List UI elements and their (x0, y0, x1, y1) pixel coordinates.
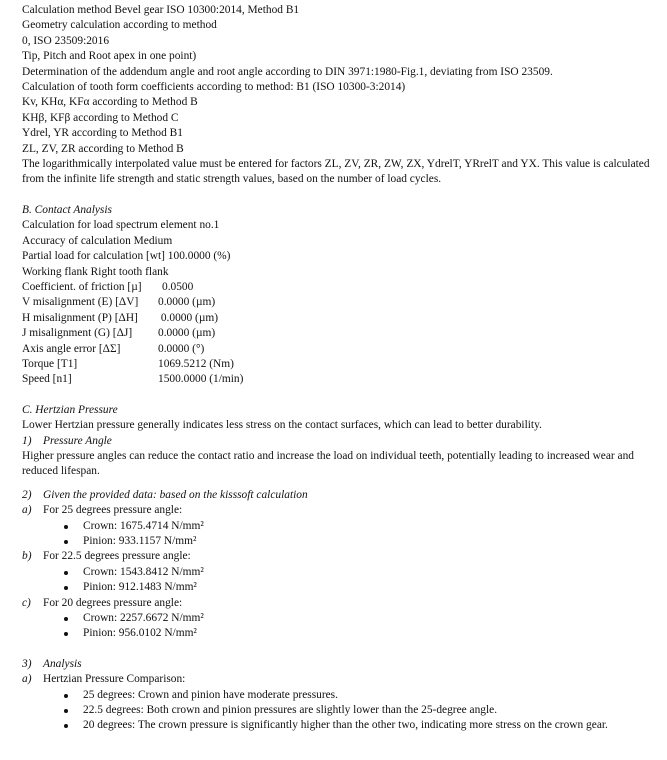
working-flank-line: Working flank Right tooth flank (22, 265, 169, 278)
param-value: 1500.0000 (1/min) (158, 373, 244, 386)
param-row (22, 372, 652, 387)
param-value: 1069.5212 (Nm) (158, 357, 234, 370)
subheading-title: Given the provided data: based on the kisssoft calculation (43, 488, 308, 501)
partial-load-line: Partial load for calculation [wt] 100.0000 (%) (22, 250, 231, 263)
case-list (22, 611, 652, 642)
list-item: 22.5 degrees: Both crown and pinion pressures are slightly lower than the 25-degree angle. (22, 703, 652, 718)
case-title: For 25 degrees pressure angle: (43, 504, 183, 517)
section-b-heading: B. Contact Analysis (22, 203, 112, 216)
section-hertzian-pressure (22, 403, 652, 734)
load-spectrum-line: Calculation for load spectrum element no.1 (22, 219, 220, 232)
subheading-marker: 3) (22, 657, 32, 670)
case-title: For 22.5 degrees pressure angle: (43, 550, 191, 563)
interpolation-paragraph: The logarithmically interpolated value must be entered for factors ZL, ZV, ZR, ZW, ZX, YdrelT, YRrelT and YX. This value is calculated from the infinite life strength and static strength values, based on the number of load cycles. (22, 158, 650, 186)
analysis-comparison (22, 672, 652, 734)
subheading-marker: 2) (22, 488, 32, 501)
list-item: Crown: 1675.4714 N/mm² (22, 519, 652, 534)
accuracy-line: Accuracy of calculation Medium (22, 234, 173, 247)
geometry-standard-line: 0, ISO 23509:2016 (22, 34, 110, 47)
param-row (22, 311, 652, 326)
zl-method-line: ZL, ZV, ZR according to Method B (22, 142, 184, 155)
kv-method-line: Kv, KHα, KFα according to Method B (22, 96, 198, 109)
param-row (22, 295, 652, 310)
param-value: 0.0000 (µm) (158, 311, 219, 324)
case-20-degrees (22, 596, 652, 642)
subheading-marker: 1) (22, 434, 32, 447)
subheading-pressure-angle (22, 434, 652, 449)
ydrel-method-line: Ydrel, YR according to Method B1 (22, 127, 183, 140)
case-marker: b) (22, 550, 32, 563)
calculation-settings (22, 3, 652, 188)
list-item: 25 degrees: Crown and pinion have moderate pressures. (22, 688, 652, 703)
case-22-5-degrees (22, 549, 652, 595)
list-item: Pinion: 933.1157 N/mm² (22, 534, 652, 549)
pressure-angle-text: Higher pressure angles can reduce the contact ratio and increase the load on individual teeth, potentially leading to increased wear and reduced lifespan. (22, 449, 635, 478)
subheading-analysis (22, 657, 652, 672)
case-heading (22, 549, 652, 564)
document-body (22, 3, 652, 734)
case-heading (22, 596, 652, 611)
analysis-list (22, 688, 652, 734)
param-label: Speed [n1] (22, 373, 72, 386)
param-label: H misalignment (P) [ΔH] (22, 311, 138, 324)
subheading-title: Pressure Angle (43, 434, 112, 447)
list-item: Pinion: 912.1483 N/mm² (22, 580, 652, 595)
tooth-form-line: Calculation of tooth form coefficients according to method: B1 (ISO 10300-3:2014) (22, 81, 406, 94)
param-value: 0.0000 (µm) (158, 296, 216, 309)
addendum-angle-line: Determination of the addendum angle and root angle according to DIN 3971:1980-Fig.1, deviating from ISO 23509. (22, 65, 553, 78)
list-item: Crown: 1543.8412 N/mm² (22, 565, 652, 580)
kh-beta-method-line: KHβ, KFβ according to Method C (22, 111, 179, 124)
apex-line: Tip, Pitch and Root apex in one point) (22, 50, 197, 63)
list-item: 20 degrees: The crown pressure is significantly higher than the other two, indicating more stress on the crown gear. (22, 718, 652, 733)
param-label: Coefficient. of friction [µ] (22, 280, 142, 293)
param-row (22, 357, 652, 372)
case-list (22, 565, 652, 596)
case-marker: a) (22, 504, 32, 517)
hertzian-intro: Lower Hertzian pressure generally indicates less stress on the contact surfaces, which can lead to better durability. (22, 419, 542, 432)
param-label: Torque [T1] (22, 357, 78, 370)
case-heading (22, 503, 652, 518)
case-title: For 20 degrees pressure angle: (43, 596, 183, 609)
param-label: Axis angle error [ΔΣ] (22, 342, 121, 355)
case-list (22, 519, 652, 550)
list-item: Crown: 2257.6672 N/mm² (22, 611, 652, 626)
list-item: Pinion: 956.0102 N/mm² (22, 626, 652, 641)
section-contact-analysis (22, 203, 652, 388)
case-marker: a) (22, 673, 32, 686)
param-value: 0.0000 (°) (158, 342, 205, 355)
subheading-given-data (22, 488, 652, 503)
geometry-method-line: Geometry calculation according to method (22, 19, 217, 32)
case-marker: c) (22, 596, 31, 609)
param-label: J misalignment (G) [ΔJ] (22, 327, 133, 340)
param-row (22, 280, 652, 295)
param-row (22, 342, 652, 357)
case-title: Hertzian Pressure Comparison: (43, 673, 186, 686)
case-25-degrees (22, 503, 652, 549)
param-value: 0.0500 (162, 280, 194, 293)
section-c-heading: C. Hertzian Pressure (22, 403, 118, 416)
param-label: V misalignment (E) [ΔV] (22, 296, 139, 309)
case-heading (22, 672, 652, 687)
calc-method-line: Calculation method Bevel gear ISO 10300:2014, Method B1 (22, 4, 300, 16)
subheading-title: Analysis (43, 657, 82, 670)
param-row (22, 326, 652, 341)
param-value: 0.0000 (µm) (158, 327, 216, 340)
